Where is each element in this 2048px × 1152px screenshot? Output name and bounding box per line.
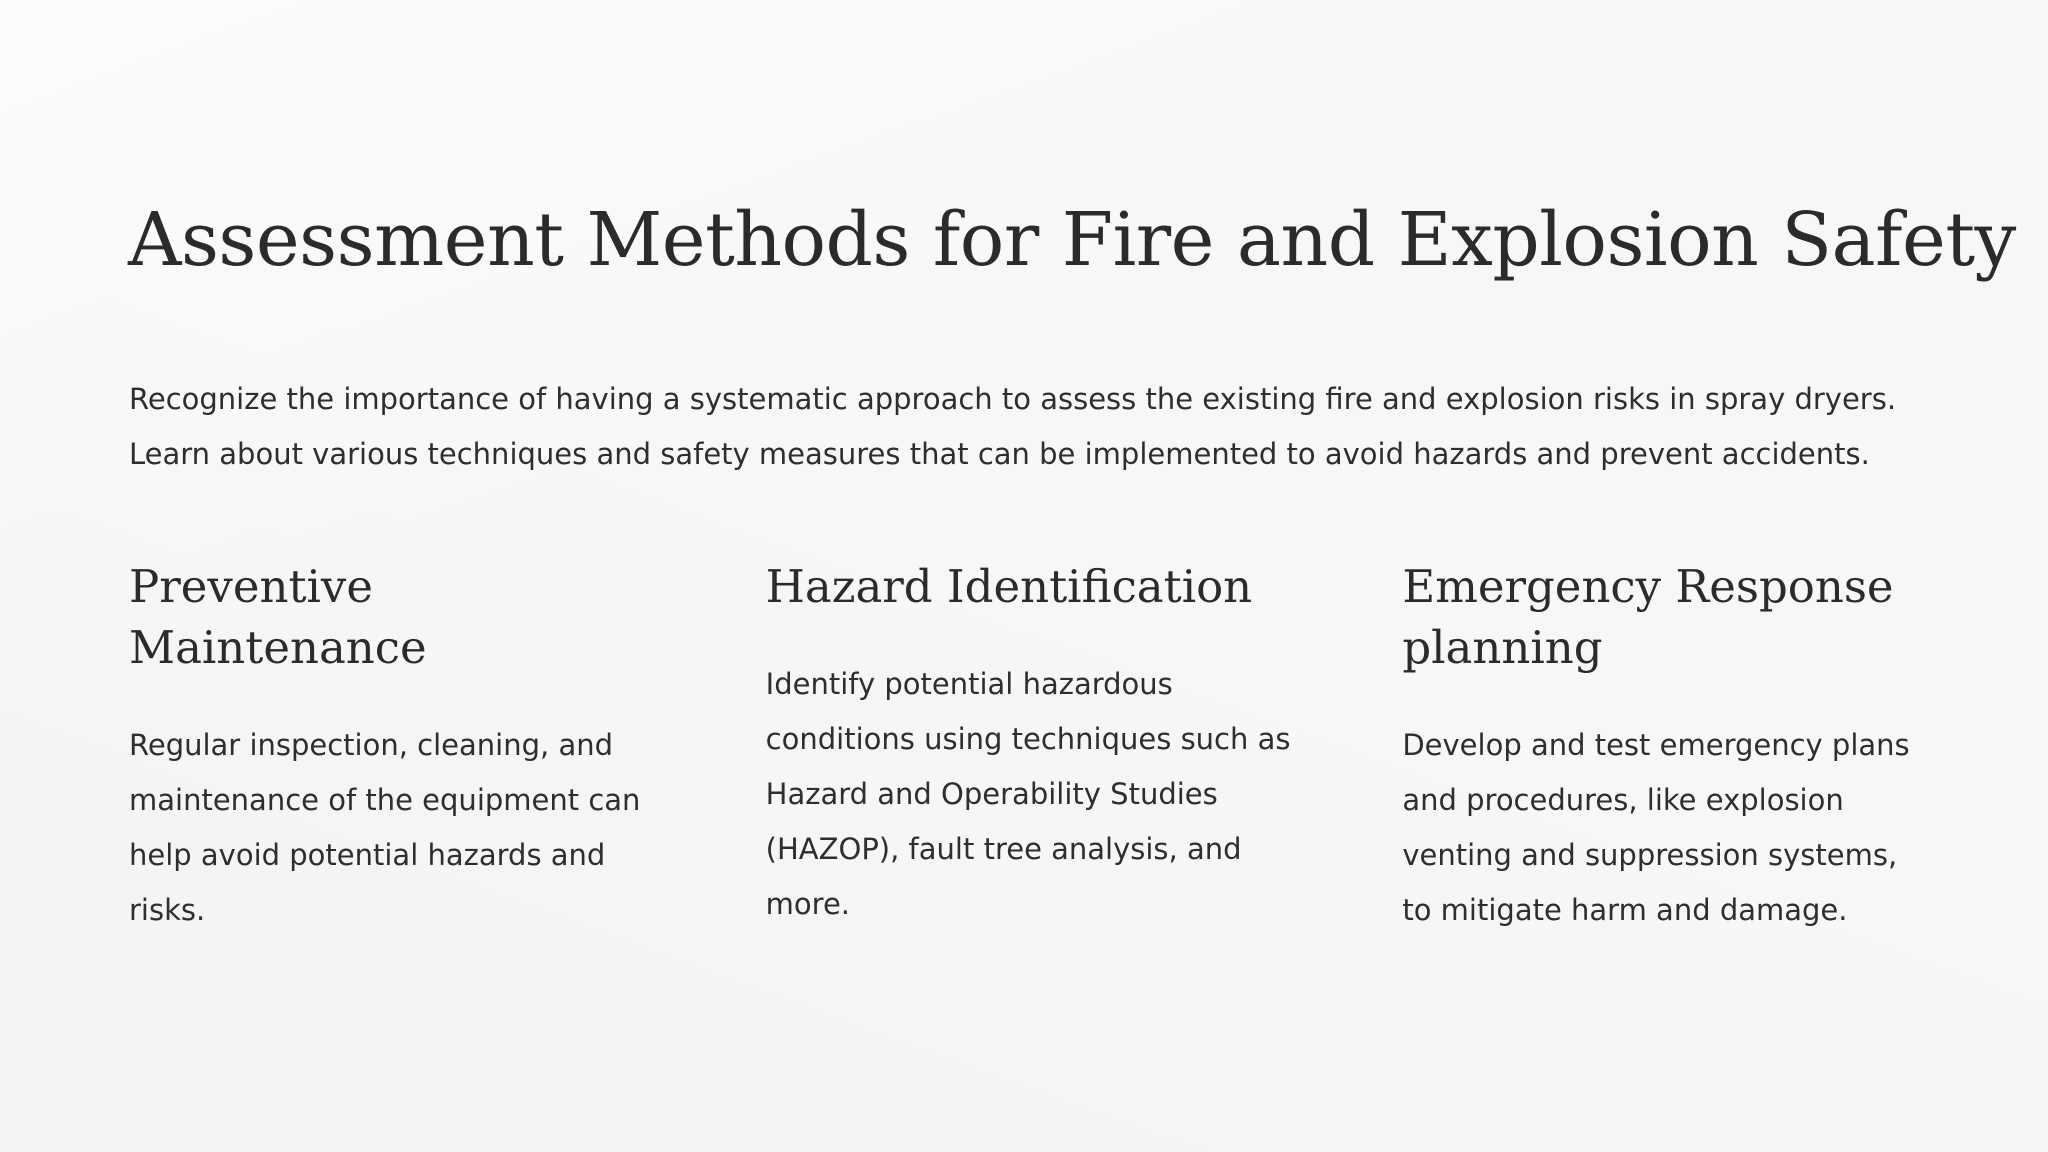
column-hazard-identification (766, 556, 1293, 938)
column-heading: Preventive Maintenance (129, 560, 427, 674)
column-emergency-response (1402, 556, 1929, 938)
slide-title: Assessment Methods for Fire and Explosion Safety (128, 197, 2016, 283)
column-body: Develop and test emergency plans and procedures, like explosion venting and suppression systems, to mitigate harm and damage. (1402, 728, 1910, 927)
column-heading: Emergency Response planning (1402, 560, 1894, 674)
slide-intro: Recognize the importance of having a systematic approach to assess the existing fire and explosion risks in spray dryers. Learn about various techniques and safety measures that can be implemented to avoid hazards and prevent accidents. (129, 382, 1897, 471)
column-body: Regular inspection, cleaning, and maintenance of the equipment can help avoid potential hazards and risks. (129, 728, 641, 927)
method-columns (129, 556, 1929, 938)
column-heading: Hazard Identification (765, 560, 1253, 613)
column-preventive-maintenance (129, 556, 656, 938)
column-body: Identify potential hazardous conditions using techniques such as Hazard and Operability Studies (HAZOP), fault tree analysis, and more. (765, 667, 1291, 921)
